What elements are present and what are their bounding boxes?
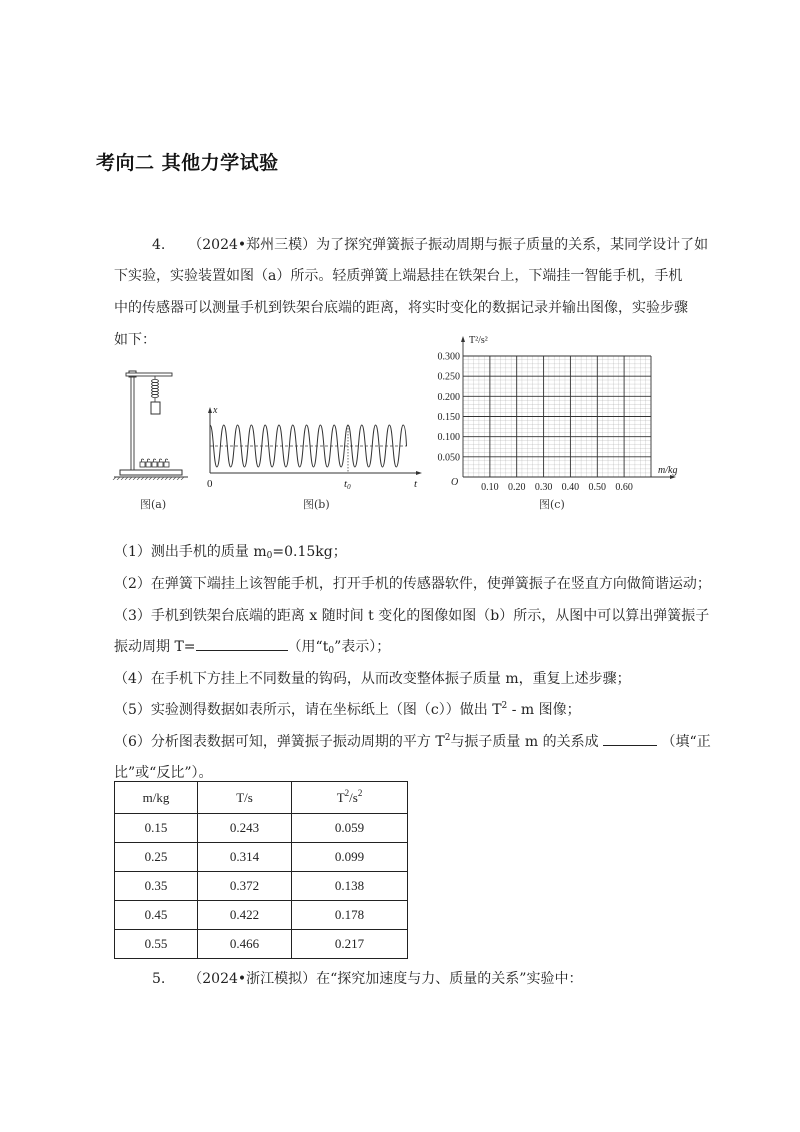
- table-cell: 0.466: [198, 930, 292, 959]
- intro-line: 中的传感器可以测量手机到铁架台底端的距离，将实时变化的数据记录并输出图像，实验步骤: [114, 300, 688, 316]
- x-tick: 0.40: [561, 482, 580, 493]
- figure-c-caption: 图(c): [539, 498, 565, 511]
- x-tick: 0.10: [481, 482, 499, 493]
- table-cell: 0.55: [115, 930, 198, 959]
- x-axis-label: t: [414, 478, 418, 490]
- table-cell: 0.099: [292, 843, 408, 872]
- table-cell: 0.243: [198, 814, 292, 843]
- step-1: （1）测出手机的质量 $m_0=0.15kg$；: [114, 544, 347, 561]
- table-cell: 0.059: [292, 814, 408, 843]
- question5-line: [152, 968, 582, 988]
- table-cell: 0.45: [115, 901, 198, 930]
- table-cell: 0.25: [115, 843, 198, 872]
- y-tick: 0.300: [437, 351, 460, 363]
- section-title: 考向二 其他力学试验: [96, 152, 279, 174]
- table-cell: 0.422: [198, 901, 292, 930]
- step-4: （4）在手机下方挂上不同数量的钩码，从而改变整体振子质量 m，重复上述步骤；: [114, 671, 631, 687]
- x-tick: 0.30: [534, 482, 553, 493]
- figure-a-caption: 图(a): [140, 498, 167, 511]
- table-row: [115, 930, 408, 959]
- question-text: （2024•浙江模拟）在“探究加速度与力、质量的关系”实验中：: [188, 971, 583, 987]
- t0-label: t0: [344, 478, 351, 491]
- answer-blank-relation[interactable]: [603, 733, 657, 746]
- intro-line: 为了探究弹簧振子振动周期与振子质量的关系，某同学设计了如: [316, 237, 709, 253]
- intro-line: 如下：: [114, 332, 156, 348]
- y-tick: 0.100: [437, 432, 460, 444]
- table-cell: 0.217: [292, 930, 408, 959]
- step-6-line2: 比”或“反比”）。: [114, 765, 213, 781]
- step-5: （5）实验测得数据如表所示，请在坐标纸上（图（c））做出 $T^2$ - m 图像；: [114, 701, 581, 718]
- y-tick: 0.200: [437, 391, 460, 403]
- table-cell: 0.178: [292, 901, 408, 930]
- y-axis-label: T²/s²: [469, 335, 488, 346]
- intro-line: 下实验，实验装置如图（a）所示。轻质弹簧上端悬挂在铁架台上，下端挂一智能手机，手机: [114, 268, 683, 284]
- table-cell: 0.138: [292, 872, 408, 901]
- table-header: m/kg: [115, 782, 198, 814]
- question-source: （2024•郑州三模）: [188, 237, 317, 253]
- y-tick: 0.250: [437, 371, 460, 383]
- step-6: （6）分析图表数据可知，弹簧振子振动周期的平方 $T^2$与振子质量 m 的关系成 （填“正: [114, 733, 711, 750]
- table-row: [115, 901, 408, 930]
- table-header: T/s: [198, 782, 292, 814]
- x-axis-label: m/kg: [658, 465, 678, 476]
- table-cell: 0.314: [198, 843, 292, 872]
- table-cell: 0.15: [115, 814, 198, 843]
- origin-label: O: [451, 477, 459, 488]
- y-tick: 0.050: [437, 452, 460, 464]
- table-row: [115, 843, 408, 872]
- figure-b-caption: 图(b): [303, 498, 330, 511]
- question4-first-line: [152, 234, 708, 254]
- table-header: $T^2/s^2$: [292, 782, 408, 814]
- origin-label: 0: [207, 478, 213, 490]
- data-table: [114, 781, 408, 959]
- x-tick: 0.50: [588, 482, 607, 493]
- table-cell: 0.372: [198, 872, 292, 901]
- table-header-row: [115, 782, 408, 814]
- table-cell: 0.35: [115, 872, 198, 901]
- figure-a-iron-stand: [110, 360, 200, 480]
- figure-b-xt-graph: [200, 400, 430, 495]
- step-3: （3）手机到铁架台底端的距离 x 随时间 t 变化的图像如图（b）所示，从图中可以算出弹簧振子: [114, 608, 710, 624]
- question-number: 5.: [152, 971, 166, 987]
- table-row: [115, 814, 408, 843]
- y-axis-label: x: [213, 405, 218, 416]
- answer-blank-period[interactable]: [196, 638, 288, 651]
- step-2: （2）在弹簧下端挂上该智能手机，打开手机的传感器软件，使弹簧振子在竖直方向做简谐运动；: [114, 576, 711, 592]
- x-tick: 0.60: [615, 482, 633, 493]
- x-tick: 0.20: [507, 482, 526, 493]
- figure-c-graph-paper: [420, 330, 700, 495]
- question-number: 4.: [152, 237, 166, 253]
- table-row: [115, 872, 408, 901]
- y-tick: 0.150: [437, 412, 460, 423]
- step-3-line2: 振动周期 T= （用“$t_0$”表示）；: [114, 639, 391, 656]
